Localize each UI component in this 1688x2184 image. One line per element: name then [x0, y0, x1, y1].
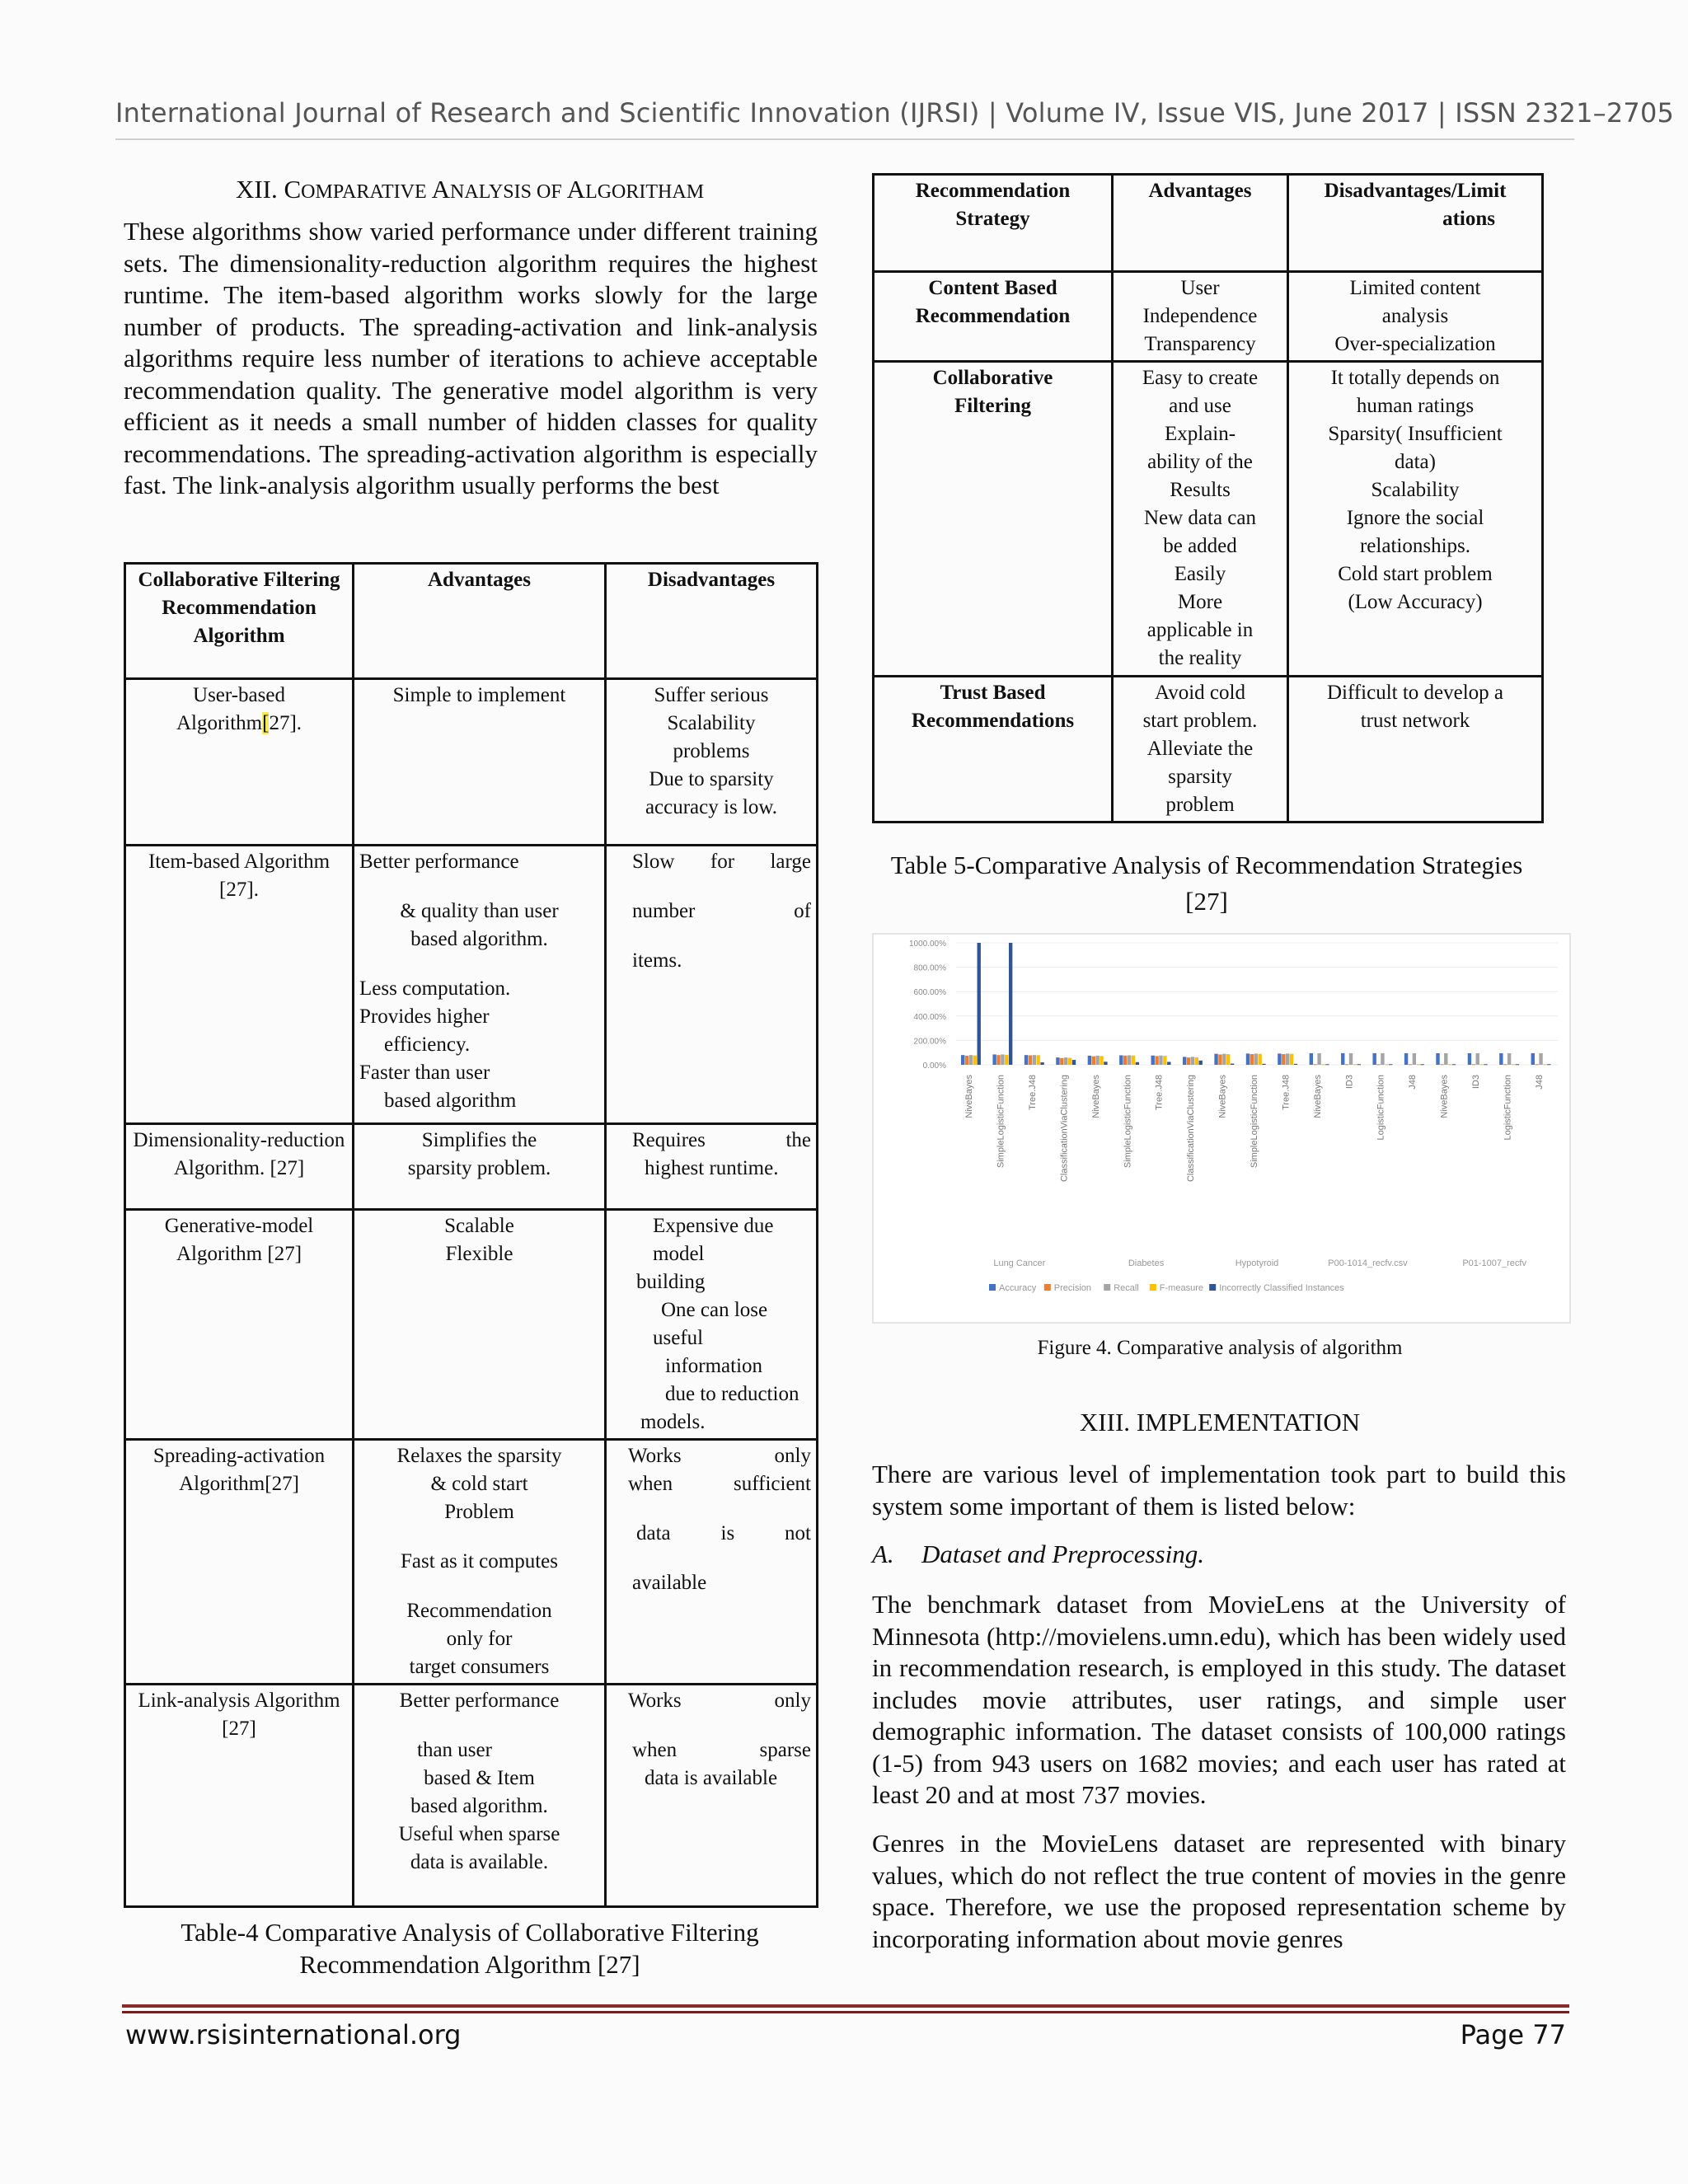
chart-bar [1448, 1064, 1451, 1065]
footer-url: www.rsisinternational.org [125, 2019, 462, 2050]
chart-bar [1123, 1056, 1127, 1065]
section-13-paragraph: There are various level of implementation took part to build this system some important of them is listed below: [872, 1460, 1566, 1521]
chart-bar [1226, 1054, 1230, 1065]
chart-svg [874, 935, 1569, 1322]
table-4-algorithm-cell: User-based Algorithm[27]. [125, 679, 354, 846]
table-row [125, 1124, 818, 1210]
table-row [874, 272, 1543, 362]
footer-rule-secondary [122, 2011, 1569, 2013]
chart-bar [1183, 1057, 1186, 1065]
chart-bar [1191, 1057, 1194, 1065]
chart-bar [1543, 1064, 1546, 1065]
table-5-advantages-cell: Avoid cold start problem. Alleviate the sparsity problem [1113, 677, 1288, 823]
chart-bar [961, 1055, 964, 1065]
legend-label: Incorrectly Classified Instances [1219, 1283, 1344, 1293]
y-tick-label: 600.00% [913, 988, 946, 998]
legend-label: Precision [1053, 1283, 1092, 1293]
x-tick-label: SimpleLogisticFunction [1123, 1075, 1133, 1169]
section-12-number: XII. [235, 175, 278, 204]
table-5-disadvantages-cell: Difficult to develop a trust network [1288, 677, 1543, 823]
chart-bar [1088, 1056, 1091, 1065]
chart-bar [1060, 1058, 1063, 1065]
chart-bar [1222, 1054, 1226, 1065]
section-12-paragraph: These algorithms show varied performance under different training sets. The dimensionality-reduction algorithm requires the highest runtime. The item-based algorithm works slowly for the large number of products. The spreading-activation and link-analysis algorithms require less number of iterations to achieve acceptable recommendation quality. The generative model algorithm is very efficient as it needs a small number of hidden classes for quality recommendations. The spreading-activation algorithm is especially fast. The link-analysis algorithm usually performs the best [124, 217, 818, 499]
chart-bar [1095, 1056, 1099, 1065]
table-row [125, 1210, 818, 1440]
chart-bar [1005, 1055, 1008, 1065]
chart-bar [1167, 1062, 1170, 1065]
chart-bar [1155, 1056, 1158, 1065]
table-5-advantages-cell: Easy to create and use Explain- ability of the Results New data can be added Easily More applicable in the reality [1113, 362, 1288, 677]
chart-bar [1341, 1053, 1344, 1065]
chart-bar [1476, 1053, 1479, 1065]
chart-bar [1484, 1064, 1487, 1065]
table-4 [124, 562, 818, 1908]
chart-bar [1409, 1064, 1412, 1065]
chart-bar [1025, 1055, 1028, 1065]
x-tick-label: NiveBayes [964, 1075, 975, 1118]
chart-bar [1539, 1053, 1542, 1065]
chart-bar [1151, 1056, 1155, 1065]
table-4-header-algorithm: Collaborative Filtering Recommendation Algorithm [125, 564, 354, 679]
x-tick-label: SimpleLogisticFunction [996, 1075, 1006, 1169]
chart-bar [1001, 1054, 1004, 1065]
table-5 [872, 173, 1544, 823]
chart-bar [1072, 1060, 1076, 1065]
chart-bar [992, 1054, 996, 1065]
chart-bar [973, 1056, 977, 1065]
group-label: Lung Cancer [993, 1258, 1046, 1268]
legend-swatch [1104, 1284, 1110, 1291]
table-4-advantages-cell: Relaxes the sparsity & cold start Problem Fast as it computes Recommendation only for target consumers [354, 1440, 606, 1685]
table-4-caption: Table-4 Comparative Analysis of Collaborative Filtering Recommendation Algorithm [27] [181, 1918, 759, 1979]
chart-bar [1029, 1055, 1032, 1065]
chart-bar [1040, 1062, 1043, 1065]
chart-bar [1278, 1053, 1281, 1065]
chart-bar [1372, 1053, 1376, 1065]
table-4-algorithm-cell: Dimensionality-reduction Algorithm. [27] [125, 1124, 354, 1210]
chart-bar [1436, 1053, 1439, 1065]
chart-bar [1282, 1054, 1285, 1065]
chart-bar [1294, 1064, 1297, 1065]
legend-label: Accuracy [999, 1283, 1037, 1293]
x-tick-label: J48 [1408, 1075, 1418, 1090]
y-tick-label: 200.00% [913, 1037, 946, 1047]
journal-header: International Journal of Research and Scientific Innovation (IJRSI) | Volume IV, Issue VIS, June 2017 | ISSN 2321–2705 [115, 97, 1675, 129]
x-tick-label: Tree.J48 [1154, 1075, 1165, 1111]
legend-label: F-measure [1159, 1283, 1203, 1293]
chart-bar [1036, 1055, 1039, 1065]
chart-bar [1132, 1056, 1135, 1065]
chart-bar [1119, 1055, 1123, 1065]
table-row [125, 679, 818, 846]
chart-bar [1321, 1064, 1325, 1065]
x-tick-label: LogisticFunction [1503, 1075, 1513, 1141]
y-tick-label: 0.00% [922, 1062, 946, 1071]
table-row [125, 1440, 818, 1685]
table-4-algorithm-cell: Spreading-activation Algorithm[27] [125, 1440, 354, 1685]
table-5-disadvantages-cell: Limited content analysis Over-specialization [1288, 272, 1543, 362]
chart-bar [1009, 943, 1012, 1065]
x-tick-label: ID3 [1470, 1075, 1481, 1090]
section-13-heading: XIII. IMPLEMENTATION [1079, 1408, 1361, 1436]
table-5-header-disadvantages: Disadvantages/Limit ations [1288, 175, 1543, 272]
chart-bar [1033, 1055, 1036, 1065]
table-5-disadvantages-cell: It totally depends on human ratings Sparsity( Insufficient data) Scalability Ignore the social relationships. Cold start problem (Low Accuracy) [1288, 362, 1543, 677]
figure-4-caption: Figure 4. Comparative analysis of algorithm [1037, 1337, 1403, 1359]
x-tick-label: ID3 [1344, 1075, 1355, 1090]
chart-bar [1389, 1064, 1392, 1065]
chart-bar [1254, 1053, 1258, 1065]
chart-bar [1345, 1064, 1348, 1065]
table-4-algorithm-cell: Link-analysis Algorithm [27] [125, 1685, 354, 1907]
x-tick-label: SimpleLogisticFunction [1250, 1075, 1259, 1169]
chart-bar [1381, 1053, 1384, 1065]
footer-page-number: Page 77 [1460, 2019, 1566, 2050]
table-5-strategy-cell: Trust Based Recommendations [874, 677, 1113, 823]
table-4-disadvantages-cell: Works only when sparse data is available [606, 1685, 818, 1907]
chart-bar [1218, 1054, 1221, 1065]
chart-bar [965, 1056, 968, 1065]
chart-bar [1231, 1064, 1234, 1065]
section-12-title: COMPARATIVE ANALYSIS OF ALGORITHAM [284, 175, 705, 204]
chart-bar [1349, 1053, 1353, 1065]
footer-rule [122, 2004, 1569, 2008]
chart-bar [1187, 1057, 1190, 1065]
chart-bar [1056, 1057, 1059, 1065]
chart-bar [969, 1055, 973, 1065]
table-4-disadvantages-cell: Slow for large number of items. [606, 846, 818, 1124]
chart-bar [1376, 1064, 1380, 1065]
chart-bar [1472, 1064, 1475, 1065]
chart-bar [1452, 1064, 1456, 1065]
dataset-paragraph: The benchmark dataset from MovieLens at the University of Minnesota (http://movielens.umn.edu), which has been widely used in recommendation research, is employed in this study. The dataset includes movie attributes, user ratings, and simple user demographic information. The dataset consists of 100,000 ratings (1-5) from 943 users on 1682 movies; and each user has rated at least 20 and at most 737 movies. [872, 1590, 1566, 1809]
chart-bar [1128, 1055, 1131, 1065]
chart-bar [1512, 1064, 1515, 1065]
x-tick-label: LogisticFunction [1376, 1075, 1386, 1141]
table-4-header-advantages: Advantages [354, 564, 606, 679]
table-4-advantages-cell: Scalable Flexible [354, 1210, 606, 1440]
chart-bar [1479, 1064, 1483, 1065]
table-5-strategy-cell: Collaborative Filtering [874, 362, 1113, 677]
group-label: P00-1014_recfv.csv [1328, 1258, 1408, 1268]
chart-bar [1417, 1064, 1420, 1065]
subsection-a-heading: A. Dataset and Preprocessing. [872, 1540, 1204, 1568]
chart-bar [1262, 1064, 1265, 1065]
x-tick-label: J48 [1534, 1075, 1545, 1090]
chart-bar [1444, 1053, 1447, 1065]
section-12-heading [124, 175, 816, 204]
chart-bar [1507, 1053, 1511, 1065]
chart-bar [1413, 1053, 1416, 1065]
chart-bar [1503, 1064, 1507, 1065]
group-label: Hypotyroid [1235, 1258, 1279, 1268]
table-4-advantages-cell: Simple to implement [354, 679, 606, 846]
table-4-disadvantages-cell: Works only when sufficient data is not available [606, 1440, 818, 1685]
chart-bar [1404, 1053, 1408, 1065]
table-4-header-disadvantages: Disadvantages [606, 564, 818, 679]
legend-swatch [989, 1284, 996, 1291]
chart-bar [1092, 1057, 1095, 1065]
table-4-disadvantages-cell: Requires the highest runtime. [606, 1124, 818, 1210]
legend-swatch [1209, 1284, 1216, 1291]
chart-bar [1535, 1064, 1538, 1065]
chart-bar [1064, 1057, 1067, 1065]
y-tick-label: 800.00% [913, 963, 946, 973]
x-tick-label: NiveBayes [1217, 1075, 1228, 1118]
table-5-advantages-cell: User Independence Transparency [1113, 272, 1288, 362]
chart-bar [1195, 1057, 1198, 1065]
header-rule [115, 138, 1574, 140]
table-row [874, 362, 1543, 677]
table-5-header-advantages: Advantages [1113, 175, 1288, 272]
figure-4-chart [872, 933, 1571, 1324]
table-4-advantages-cell: Simplifies the sparsity problem. [354, 1124, 606, 1210]
chart-bar [1353, 1064, 1357, 1065]
chart-bar [978, 943, 981, 1065]
chart-bar [1385, 1064, 1388, 1065]
y-tick-label: 1000.00% [908, 940, 946, 949]
chart-bar [1420, 1064, 1423, 1065]
chart-bar [1250, 1054, 1254, 1065]
chart-bar [1104, 1062, 1107, 1065]
x-tick-label: NiveBayes [1090, 1075, 1101, 1118]
x-tick-label: Tree.J48 [1028, 1075, 1039, 1111]
y-tick-label: 400.00% [913, 1012, 946, 1022]
chart-bar [996, 1055, 1000, 1065]
table-5-strategy-cell: Content Based Recommendation [874, 272, 1113, 362]
legend-swatch [1150, 1284, 1156, 1291]
chart-bar [1100, 1056, 1103, 1065]
chart-bar [1325, 1064, 1329, 1065]
chart-bar [1547, 1064, 1550, 1065]
table-row [874, 677, 1543, 823]
x-tick-label: ClassificationViaClustering [1059, 1075, 1070, 1183]
chart-bar [1136, 1062, 1139, 1065]
chart-bar [1516, 1064, 1519, 1065]
table-4-disadvantages-cell: Suffer serious Scalability problems Due to sparsity accuracy is low. [606, 679, 818, 846]
table-4-algorithm-cell: Item-based Algorithm [27]. [125, 846, 354, 1124]
chart-bar [1214, 1054, 1217, 1065]
chart-bar [1246, 1053, 1250, 1065]
chart-bar [1310, 1053, 1313, 1065]
group-label: Diabetes [1128, 1258, 1165, 1268]
table-row [125, 846, 818, 1124]
chart-bar [1468, 1053, 1471, 1065]
x-tick-label: NiveBayes [1439, 1075, 1450, 1118]
chart-bar [1286, 1053, 1289, 1065]
genres-paragraph: Genres in the MovieLens dataset are represented with binary values, which do not reflect the true content of movies in the genre space. Therefore, we use the proposed representation scheme by incorporating information about movie genres [872, 1829, 1566, 1953]
x-tick-label: NiveBayes [1312, 1075, 1323, 1118]
chart-bar [1357, 1064, 1361, 1065]
chart-bar [1290, 1054, 1293, 1065]
chart-bar [1314, 1064, 1317, 1065]
x-tick-label: ClassificationViaClustering [1186, 1075, 1197, 1183]
chart-bar [1531, 1053, 1535, 1065]
chart-bar [1499, 1053, 1503, 1065]
chart-bar [1317, 1053, 1320, 1065]
x-tick-label: Tree.J48 [1281, 1075, 1292, 1111]
chart-bar [1258, 1054, 1261, 1065]
table-4-algorithm-cell: Generative-model Algorithm [27] [125, 1210, 354, 1440]
table-5-header-strategy: Recommendation Strategy [874, 175, 1113, 272]
chart-bar [1440, 1064, 1443, 1065]
table-4-header-row [125, 564, 818, 679]
chart-bar [1198, 1061, 1202, 1065]
chart-bar [1159, 1056, 1162, 1065]
legend-swatch [1044, 1284, 1051, 1291]
table-4-advantages-cell: Better performance than user based & Item based algorithm. Useful when sparse data is available. [354, 1685, 606, 1907]
legend-label: Recall [1114, 1283, 1139, 1293]
table-5-caption: Table 5-Comparative Analysis of Recommendation Strategies [27] [890, 851, 1523, 916]
table-row [125, 1685, 818, 1907]
table-5-header-row [874, 175, 1543, 272]
table-4-advantages-cell: Better performance & quality than user based algorithm. Less computation. Provides higher efficiency. Faster than user based algorithm [354, 846, 606, 1124]
chart-bar [1163, 1056, 1166, 1065]
table-4-disadvantages-cell: Expensive due model building One can lose useful information due to reduction models. [606, 1210, 818, 1440]
chart-bar [1068, 1058, 1071, 1065]
group-label: P01-1007_recfv [1462, 1258, 1526, 1268]
